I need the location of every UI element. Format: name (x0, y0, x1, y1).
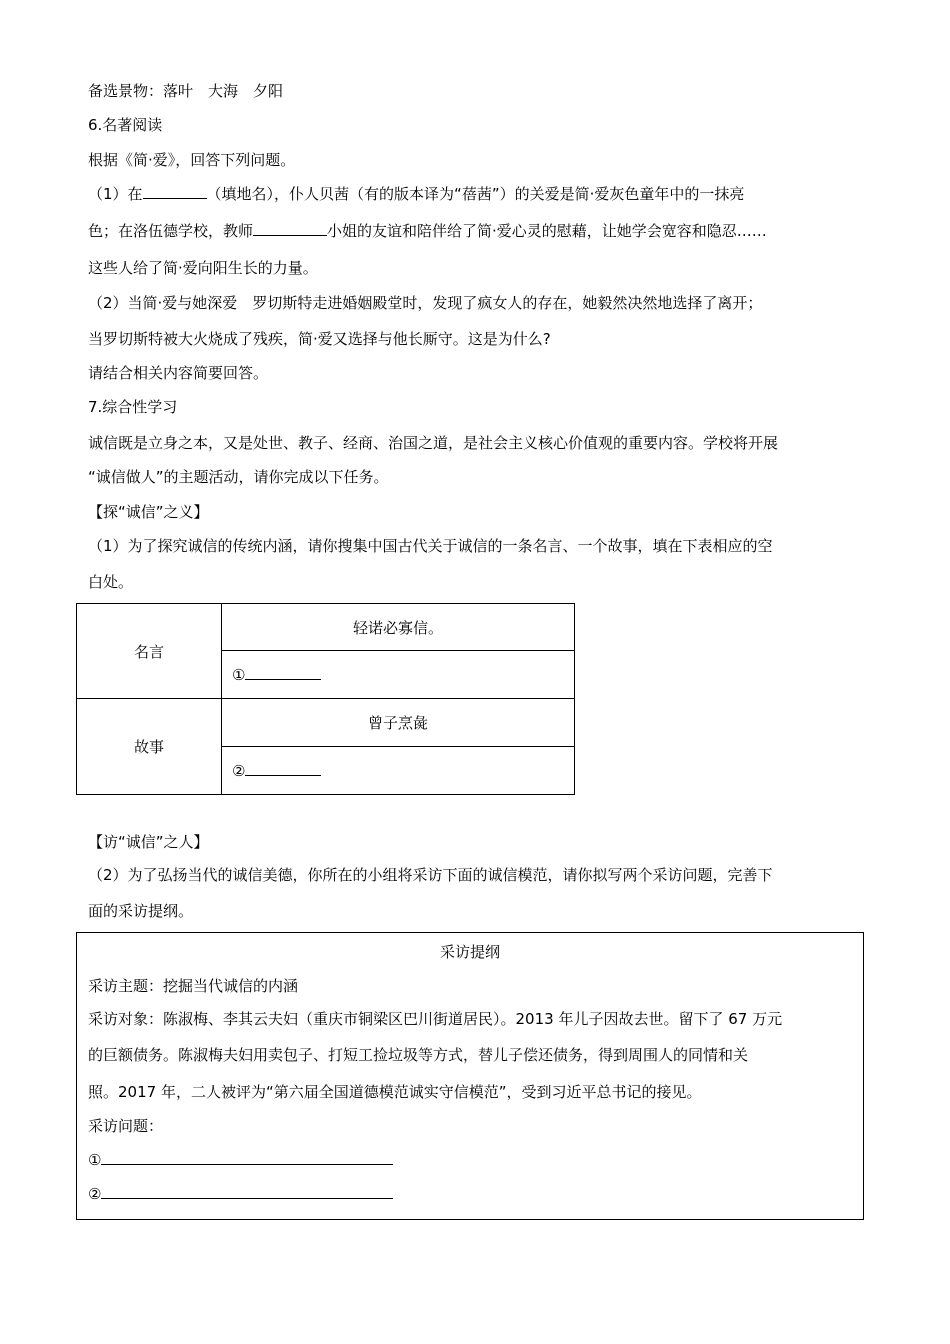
outline-question-1[interactable] (88, 1150, 393, 1170)
outline-target-b: 的巨额债务。陈淑梅夫妇用卖包子、打短工捡垃圾等方式，替儿子偿还债务，得到周围人的同情和关 (88, 1046, 749, 1064)
table-story-value: 曾子烹彘 (222, 699, 575, 747)
text: （1）在 (88, 185, 143, 203)
outline-title: 采访提纲 (439, 943, 500, 961)
interview-outline-box (76, 932, 864, 1220)
table-story-blank[interactable] (222, 747, 575, 795)
answer-line (101, 1186, 393, 1199)
answer-line (245, 763, 321, 776)
outline-theme: 采访主题：挖掘当代诚信的内涵 (88, 977, 299, 995)
question-6-intro: 根据《简·爱》，回答下列问题。 (88, 151, 296, 169)
answer-line (245, 667, 321, 680)
answer-line (101, 1152, 393, 1165)
outline-target-a: 采访对象：陈淑梅、李其云夫妇（重庆市铜梁区巴川街道居民）。2013 年儿子因故去世。留下了 67 万元 (88, 1010, 783, 1028)
integrity-table (76, 603, 575, 795)
teacher-name-blank[interactable] (253, 221, 327, 236)
question-6-1-line-a (88, 184, 744, 204)
question-7-1-line-a: （1）为了探究诚信的传统内涵，请你搜集中国古代关于诚信的一条名言、一个故事，填在下表相应的空 (88, 537, 773, 555)
question-7-intro-a: 诚信既是立身之本，又是处世、教子、经商、治国之道，是社会主义核心价值观的重要内容。学校将开展 (88, 434, 779, 452)
outline-questions-label: 采访问题： (88, 1117, 164, 1135)
table-quote-blank[interactable] (222, 651, 575, 699)
circled-one: ① (88, 1151, 102, 1169)
place-name-blank[interactable] (143, 184, 207, 199)
section-heading-meaning: 【探“诚信”之义】 (88, 503, 209, 521)
question-7-2-line-a: （2）为了弘扬当代的诚信美德，你所在的小组将采访下面的诚信模范，请你拟写两个采访问题，完善下 (88, 866, 773, 884)
question-6-title: 6.名著阅读 (88, 116, 163, 134)
table-label-story: 故事 (77, 699, 222, 795)
section-heading-people: 【访“诚信”之人】 (88, 833, 209, 851)
circled-one: ① (232, 665, 246, 684)
text: 小姐的友谊和陪伴给了简·爱心灵的慰藉，让她学会宽容和隐忍…… (327, 222, 767, 240)
question-6-1-line-c: 这些人给了简·爱向阳生长的力量。 (88, 259, 318, 277)
question-7-intro-b: “诚信做人”的主题活动，请你完成以下任务。 (88, 468, 389, 486)
question-7-2-line-b: 面的采访提纲。 (88, 902, 194, 920)
question-6-1-line-b (88, 221, 767, 241)
text: （填地名），仆人贝茜（有的版本译为“蓓茜”）的关爱是简·爱灰色童年中的一抹亮 (206, 185, 745, 203)
question-6-2-line-b: 当罗切斯特被大火烧成了残疾，简·爱又选择与他长厮守。这是为什么? (88, 330, 551, 348)
scenery-options: 备选景物：落叶 大海 夕阳 (88, 82, 284, 100)
table-label-quote: 名言 (77, 604, 222, 699)
text: 色；在洛伍德学校，教师 (88, 222, 254, 240)
circled-two: ② (232, 761, 246, 780)
question-6-2-line-a: （2）当简·爱与她深爱 罗切斯特走进婚姻殿堂时，发现了疯女人的存在，她毅然决然地选择了离开； (88, 294, 763, 312)
outline-question-2[interactable] (88, 1184, 393, 1204)
question-6-2-line-c: 请结合相关内容简要回答。 (88, 364, 269, 382)
circled-two: ② (88, 1185, 102, 1203)
table-quote-value: 轻诺必寡信。 (222, 604, 575, 651)
outline-target-c: 照。2017 年，二人被评为“第六届全国道德模范诚实守信模范”，受到习近平总书记的接见。 (88, 1083, 702, 1101)
question-7-title: 7.综合性学习 (88, 398, 178, 416)
question-7-1-line-b: 白处。 (88, 573, 134, 591)
